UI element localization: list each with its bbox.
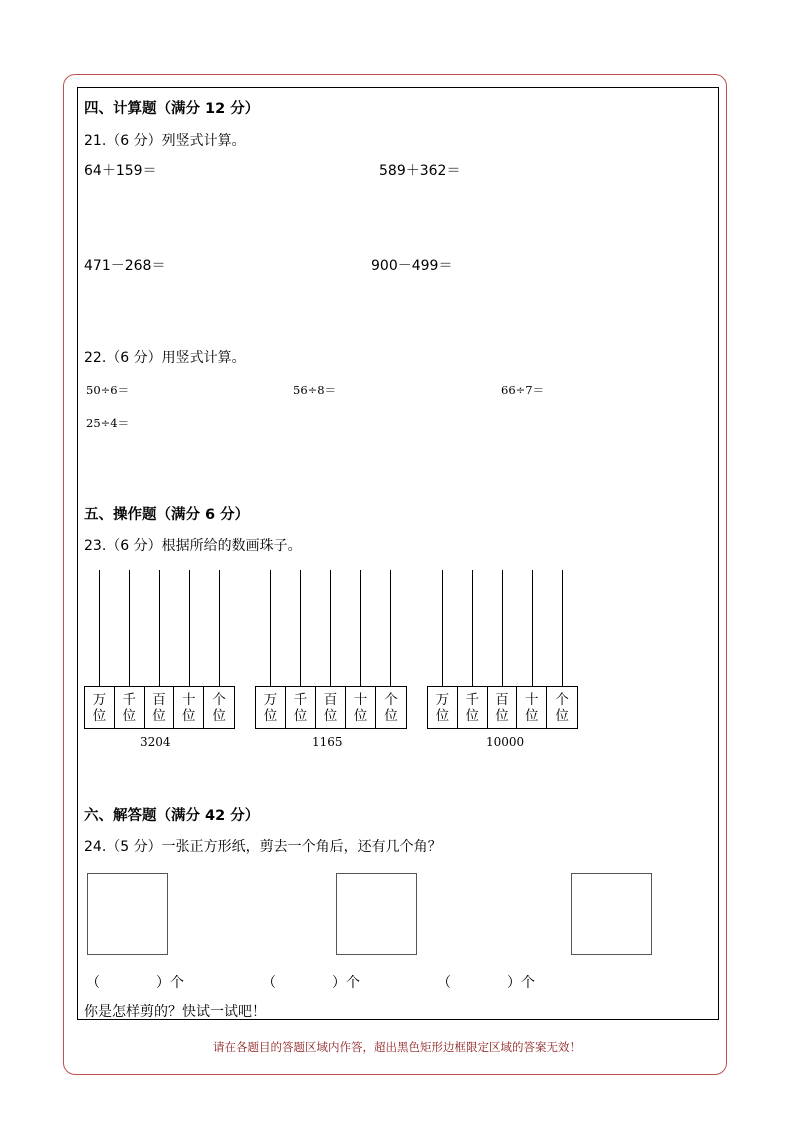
abacus-rod [532,570,533,686]
q22-item-1: 50÷6＝ [86,383,130,397]
place-tens: 十 位 [346,687,376,728]
abacus-rod [330,570,331,686]
q21-item-3: 471－268＝ [84,258,166,274]
abacus-number: 10000 [486,735,525,749]
place-hundreds: 百 位 [488,687,518,728]
q23-title: 23.（6 分）根据所给的数画珠子。 [84,538,302,554]
place-ones: 个 位 [384,691,398,724]
q22-item-3: 66÷7＝ [501,383,545,397]
abacus-rod [129,570,130,686]
place-ones: 个 位 [212,691,226,724]
place-ten-thousands: 万 位 [256,687,286,728]
q21-item-4: 900－499＝ [371,258,453,274]
place-value-box [84,686,235,729]
abacus-rod [189,570,190,686]
q21-item-2: 589＋362＝ [379,163,461,179]
abacus-rod [562,570,563,686]
answer-blank-2: （ ）个 [262,975,360,991]
abacus-rod [99,570,100,686]
abacus-number: 3204 [140,735,171,749]
square-paper-3 [571,873,652,955]
place-tens: 十 位 [174,687,204,728]
abacus-rod [472,570,473,686]
q21-title: 21.（6 分）列竖式计算。 [84,133,246,149]
q24-title: 24.（5 分）一张正方形纸，剪去一个角后，还有几个角？ [84,839,442,855]
q24-prompt-clip [84,1003,684,1019]
square-paper-1 [87,873,168,955]
place-ones: 个 位 [555,691,569,724]
abacus-number: 1165 [312,735,343,749]
place-thousands: 千 位 [458,687,488,728]
place-thousands: 千 位 [286,687,316,728]
answer-blank-1: （ ）个 [86,975,184,991]
q22-title: 22.（6 分）用竖式计算。 [84,350,246,366]
place-value-box [255,686,407,729]
section5-heading: 五、操作题（满分 6 分） [84,507,250,523]
section6-heading: 六、解答题（满分 42 分） [84,808,260,824]
abacus-rod [442,570,443,686]
q21-item-1: 64＋159＝ [84,163,157,179]
answer-blank-3: （ ）个 [437,975,535,991]
place-hundreds: 百 位 [145,687,175,728]
q22-item-4: 25÷4＝ [86,416,130,430]
abacus-rod [300,570,301,686]
q24-prompt: 你是怎样剪的？快试一试吧！ [84,1004,266,1019]
place-ten-thousands: 万 位 [428,687,458,728]
square-paper-2 [336,873,417,955]
place-thousands: 千 位 [115,687,145,728]
abacus-rod [390,570,391,686]
q22-item-2: 56÷8＝ [293,383,337,397]
abacus-rod [360,570,361,686]
footer-notice: 请在各题目的答题区域内作答，超出黑色矩形边框限定区域的答案无效！ [213,1040,581,1054]
section4-heading: 四、计算题（满分 12 分） [84,101,260,117]
place-ten-thousands: 万 位 [85,687,115,728]
abacus-rod [502,570,503,686]
place-value-box [427,686,578,729]
place-hundreds: 百 位 [316,687,346,728]
abacus-rod [270,570,271,686]
abacus-rod [219,570,220,686]
abacus-rod [159,570,160,686]
place-tens: 十 位 [517,687,547,728]
